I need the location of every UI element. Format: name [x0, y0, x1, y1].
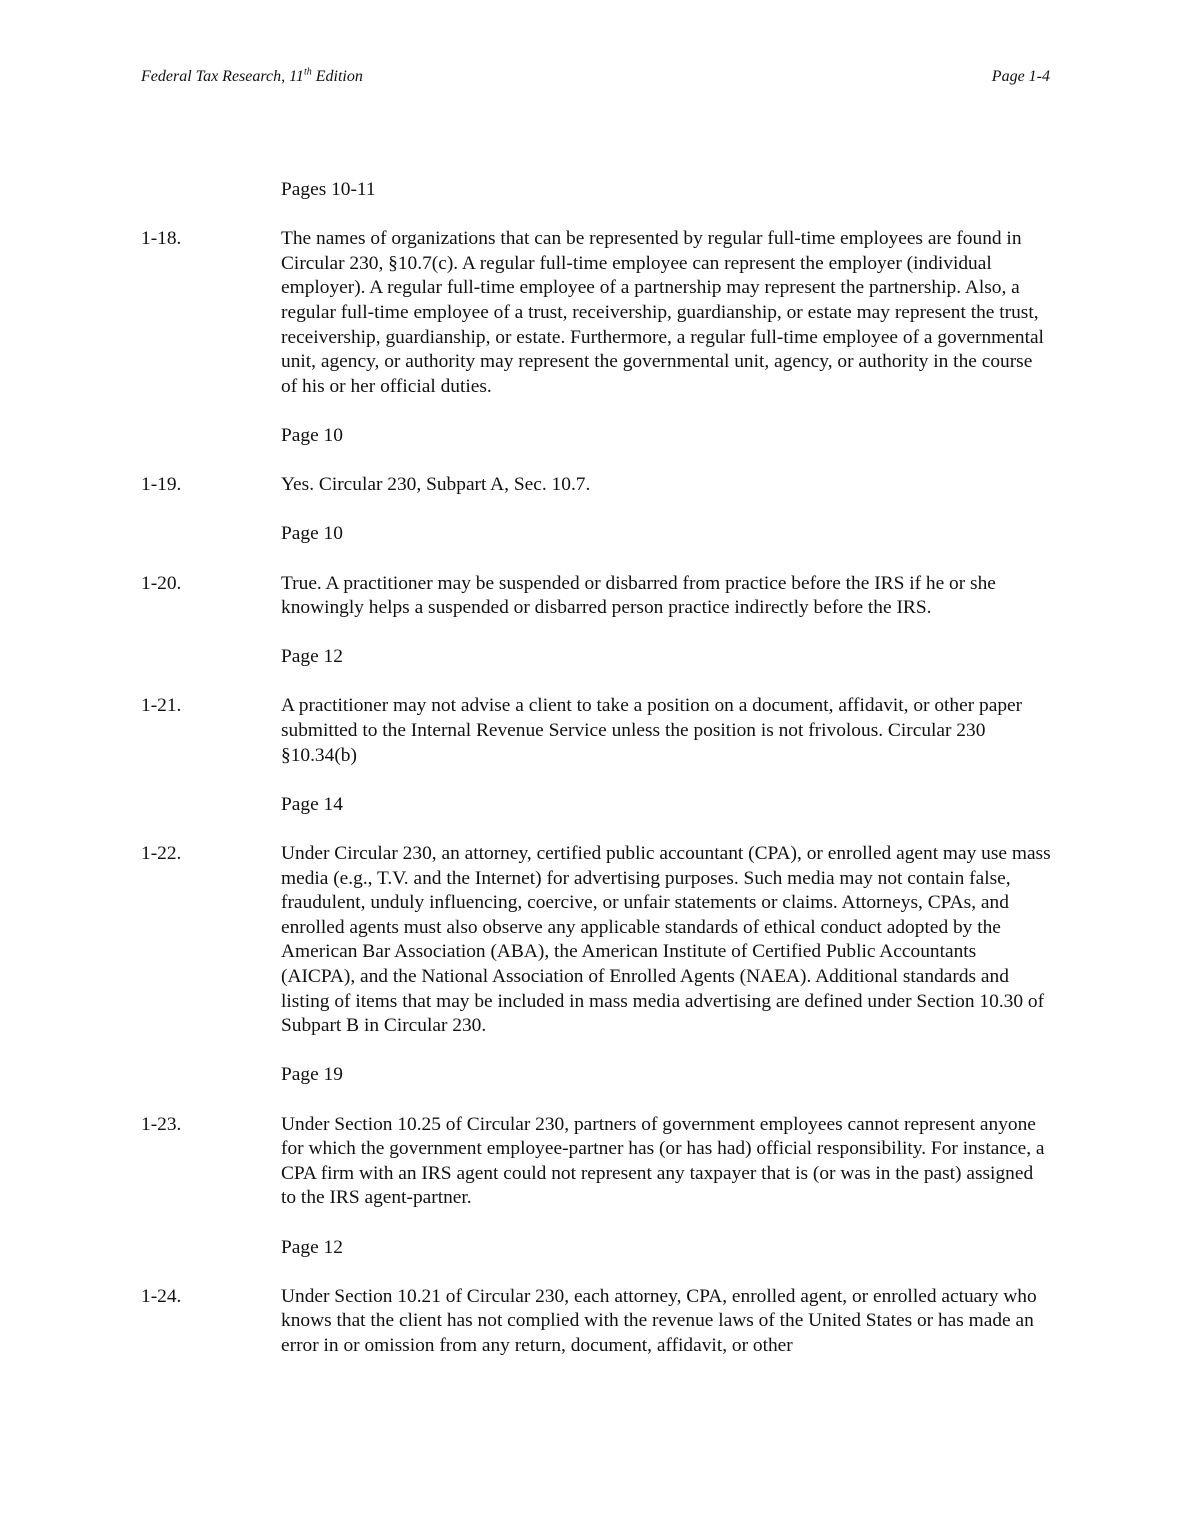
answer-text: Under Section 10.25 of Circular 230, partners of government employees cannot represent anyone for which the government employee-partner has (or has had) official responsibility. For instance, a CPA firm with an IRS agent could not represent any taxpayer that is (or was in the past) assigned to the IRS agent-partner. — [281, 1113, 1045, 1209]
question-number: 1-20. — [141, 572, 182, 594]
book-title: Federal Tax Research, 11th Edition — [141, 66, 363, 85]
answer-text: A practitioner may not advise a client to take a position on a document, affidavit, or other paper submitted to the Internal Revenue Service unless the position is not frivolous. Circular 230 §10.34(b) — [281, 695, 1023, 766]
page-reference: Page 19 — [281, 1064, 343, 1086]
answer-text: Under Circular 230, an attorney, certified public accountant (CPA), or enrolled agent may use mass media (e.g., T.V. and the Internet) for advertising purposes. Such media may not contain false, fraudulent, unduly influencing, coercive, or unfair statements or claims. Attorneys, CPAs, and enrolled agents must also observe any applicable standards of ethical conduct adopted by the American Bar Association (ABA), the American Institute of Certified Public Accountants (AICPA), and the National Association of Enrolled Agents (NAEA). Additional standards and listing of items that may be included in mass media advertising are defined under Section 10.30 of Subpart B in Circular 230. — [281, 843, 1051, 1037]
answer-text: True. A practitioner may be suspended or disbarred from practice before the IRS if he or she knowingly helps a suspended or disbarred person practice indirectly before the IRS. — [281, 572, 996, 619]
question-number: 1-24. — [141, 1285, 182, 1307]
page-reference: Page 12 — [281, 1236, 343, 1258]
answer-entry — [141, 1285, 1051, 1359]
answer-entry — [141, 572, 1051, 621]
question-number: 1-19. — [141, 474, 182, 496]
question-number: 1-22. — [141, 843, 182, 865]
answer-entry — [141, 1113, 1051, 1211]
page-reference: Page 14 — [281, 793, 343, 815]
answer-text: Under Section 10.21 of Circular 230, each attorney, CPA, enrolled agent, or enrolled actuary who knows that the client has not complied with the revenue laws of the United States or has made an error in or omission from any return, document, affidavit, or other — [281, 1285, 1037, 1356]
answer-list — [141, 178, 1051, 1383]
page-number: Page 1-4 — [991, 68, 1050, 85]
answer-text: The names of organizations that can be represented by regular full-time employees are found in Circular 230, §10.7(c). A regular full-time employee can represent the employer (individual employer). A regular full-time employee of a partnership may represent the partnership. Also, a regular full-time employee of a trust, receivership, guardianship, or estate may represent the trust, receivership, guardianship, or estate. Furthermore, a regular full-time employee of a governmental unit, agency, or authority may represent the governmental unit, agency, or authority in the course of his or her official duties. — [281, 228, 1044, 397]
page-reference: Page 10 — [281, 523, 343, 545]
answer-entry — [141, 473, 1051, 498]
answer-entry — [141, 842, 1051, 1039]
answer-entry — [141, 694, 1051, 768]
question-number: 1-21. — [141, 695, 182, 717]
answer-text: Yes. Circular 230, Subpart A, Sec. 10.7. — [281, 474, 591, 496]
page-reference: Pages 10-11 — [281, 179, 376, 200]
question-number: 1-23. — [141, 1113, 182, 1135]
answer-entry — [141, 227, 1051, 399]
page-reference: Page 12 — [281, 646, 343, 668]
page-reference: Page 10 — [281, 424, 343, 446]
question-number: 1-18. — [141, 228, 182, 250]
running-header — [141, 68, 1050, 90]
